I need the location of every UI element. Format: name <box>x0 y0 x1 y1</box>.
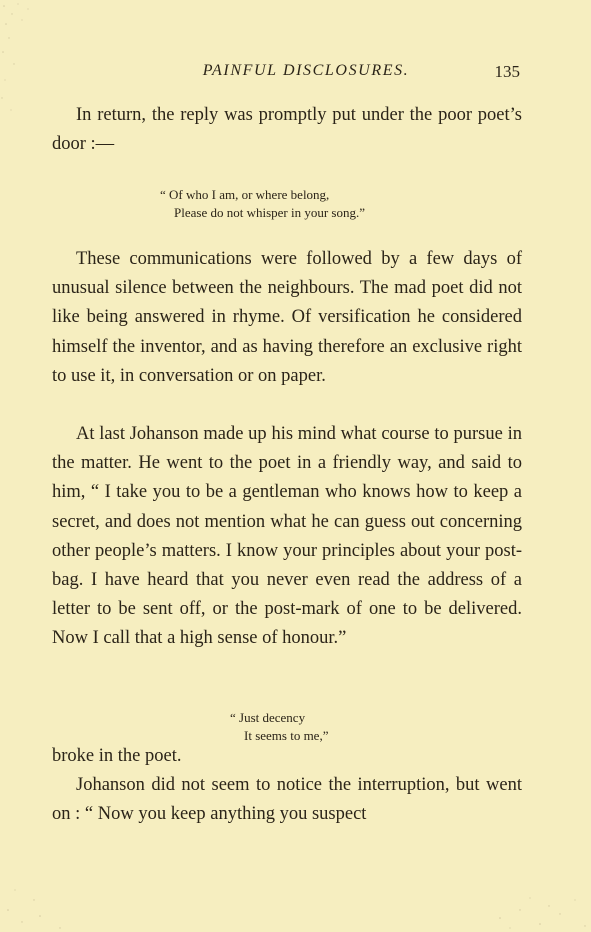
verse-quote-1 <box>160 186 365 222</box>
running-header <box>52 62 520 88</box>
paragraph-1: In return, the reply was promptly put under the poor poet’s door :— <box>52 105 522 155</box>
verse-2-line-1: “ Just decency <box>230 710 306 725</box>
paper-speckle-bottom <box>0 840 591 932</box>
paragraph-2: These communications were followed by a few days of unusual silence between the neighbours. The mad poet did not like being answered in rhyme. Of versification he considered himself the inventor, and as having therefore an exclusive right to use it, in conversation or on paper. <box>52 249 522 386</box>
paragraph-3: At last Johanson made up his mind what course to pursue in the matter. He went to the poet in a friendly way, and said to him, “ I take you to be a gentleman who knows how to keep a secret, and does not mention what he can guess out concerning other people’s matters. I know your principles about your post-bag. I have heard that you never even read the address of a letter to be sent off, or the post-mark of one to be delivered. Now I call that a high sense of honour.” <box>52 424 522 649</box>
verse-1-line-2: Please do not whisper in your song.” <box>174 205 366 220</box>
verse-quote-2 <box>230 709 328 745</box>
paragraph-4: broke in the poet. <box>52 746 182 766</box>
page-number: 135 <box>494 62 520 81</box>
verse-2-line-2: It seems to me,” <box>244 728 329 743</box>
paragraph-5: Johanson did not seem to notice the interruption, but went on : “ Now you keep anything you suspect <box>52 775 522 825</box>
verse-1-line-1: “ Of who I am, or where belong, <box>160 187 330 202</box>
running-header-title: PAINFUL DISCLOSURES. <box>202 62 410 79</box>
